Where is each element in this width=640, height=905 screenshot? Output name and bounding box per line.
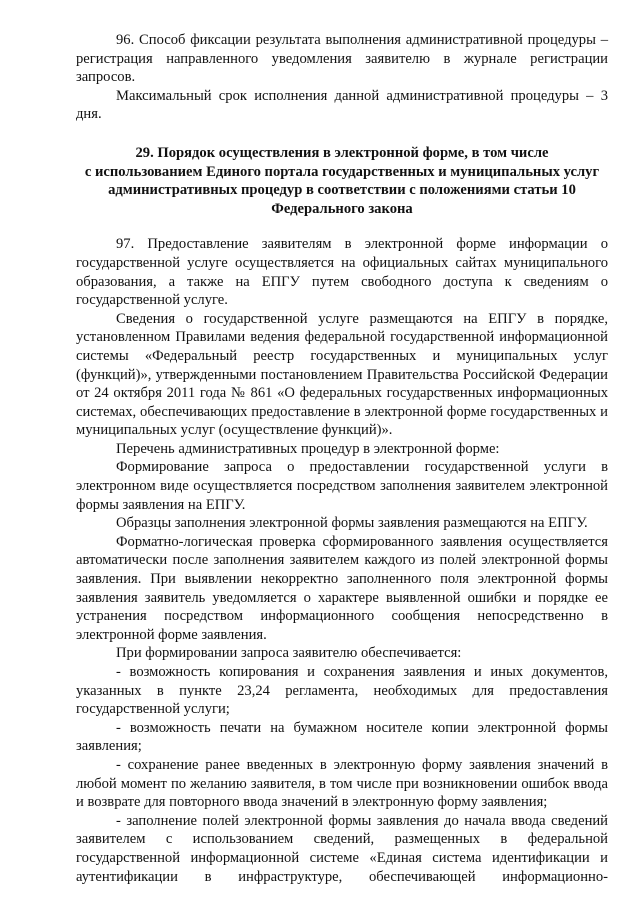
section-heading-29 <box>76 144 608 218</box>
heading-line-2: с использованием Единого портала государственных и муниципальных услуг <box>84 163 600 180</box>
paragraph-96: 96. Способ фиксации результата выполнения административной процедуры – регистрация направленного уведомления заявителю в журнале регистрации запросов. <box>76 32 608 86</box>
heading-line-3: административных процедур в соответствии с положениями статьи 10 <box>108 182 576 199</box>
paragraph-request-forming: Формирование запроса о предоставлении государственной услуги в электронном виде осуществляется посредством заполнения заявителем электронной формы заявления на ЕПГУ. <box>76 459 608 513</box>
paragraph-procedures-list: Перечень административных процедур в электронной форме: <box>116 440 500 457</box>
heading-line-1: 29. Порядок осуществления в электронной форме, в том числе <box>135 144 549 161</box>
paragraph-provided: При формировании запроса заявителю обеспечивается: <box>116 645 462 662</box>
paragraph-format-check: Форматно-логическая проверка сформированного заявления осуществляется автоматически после заполнения заявителем каждого из полей электронной формы заявления. При выявлении некорректно заполненного поля электронной формы заявления заявитель уведомляется о характере выявленной ошибки и порядке ее устранения посредством информационного сообщения непосредственно в электронной форме заявления. <box>76 533 608 643</box>
document-page <box>76 31 608 886</box>
list-item-printing: - возможность печати на бумажном носителе копии электронной формы заявления; <box>76 719 608 755</box>
paragraph-97: 97. Предоставление заявителям в электронной форме информации о государственной услуге осуществляется на официальных сайтах муниципального образования, а также на ЕПГУ путем свободного доступа к сведениям о государственной услуге. <box>76 236 608 309</box>
paragraph-epgu-info: Сведения о государственной услуге размещаются на ЕПГУ в порядке, установленном Правилами ведения федеральной государственной информационной системы «Федеральный реестр государственных и муниципальных услуг (функций)», утвержденными постановлением Правительства Российской Федерации от 24 октября 2011 года № 861 «О федеральных государственных информационных системах, обеспечивающих предоставление в электронной форме государственных и муниципальных услуг (осуществление функций)». <box>76 310 608 439</box>
list-item-copying: - возможность копирования и сохранения заявления и иных документов, указанных в пункте 23,24 регламента, необходимых для предоставления государственной услуги; <box>76 664 608 718</box>
list-item-prefill: - заполнение полей электронной формы заявления до начала ввода сведений заявителем с использованием сведений, размещенных в федеральной государственной информационной системе «Единая система идентификации и аутентификации в инфраструктуре, обеспечивающей информационно- <box>76 812 608 885</box>
paragraph-samples: Образцы заполнения электронной формы заявления размещаются на ЕПГУ. <box>116 515 588 532</box>
paragraph-max-term: Максимальный срок исполнения данной административной процедуры – 3 дня. <box>76 87 608 123</box>
heading-line-4: Федерального закона <box>271 200 413 217</box>
list-item-saving: - сохранение ранее введенных в электронную форму заявления значений в любой момент по желанию заявителя, в том числе при возникновении ошибок ввода и возврате для повторного ввода значений в электронную форму заявления; <box>76 756 608 811</box>
